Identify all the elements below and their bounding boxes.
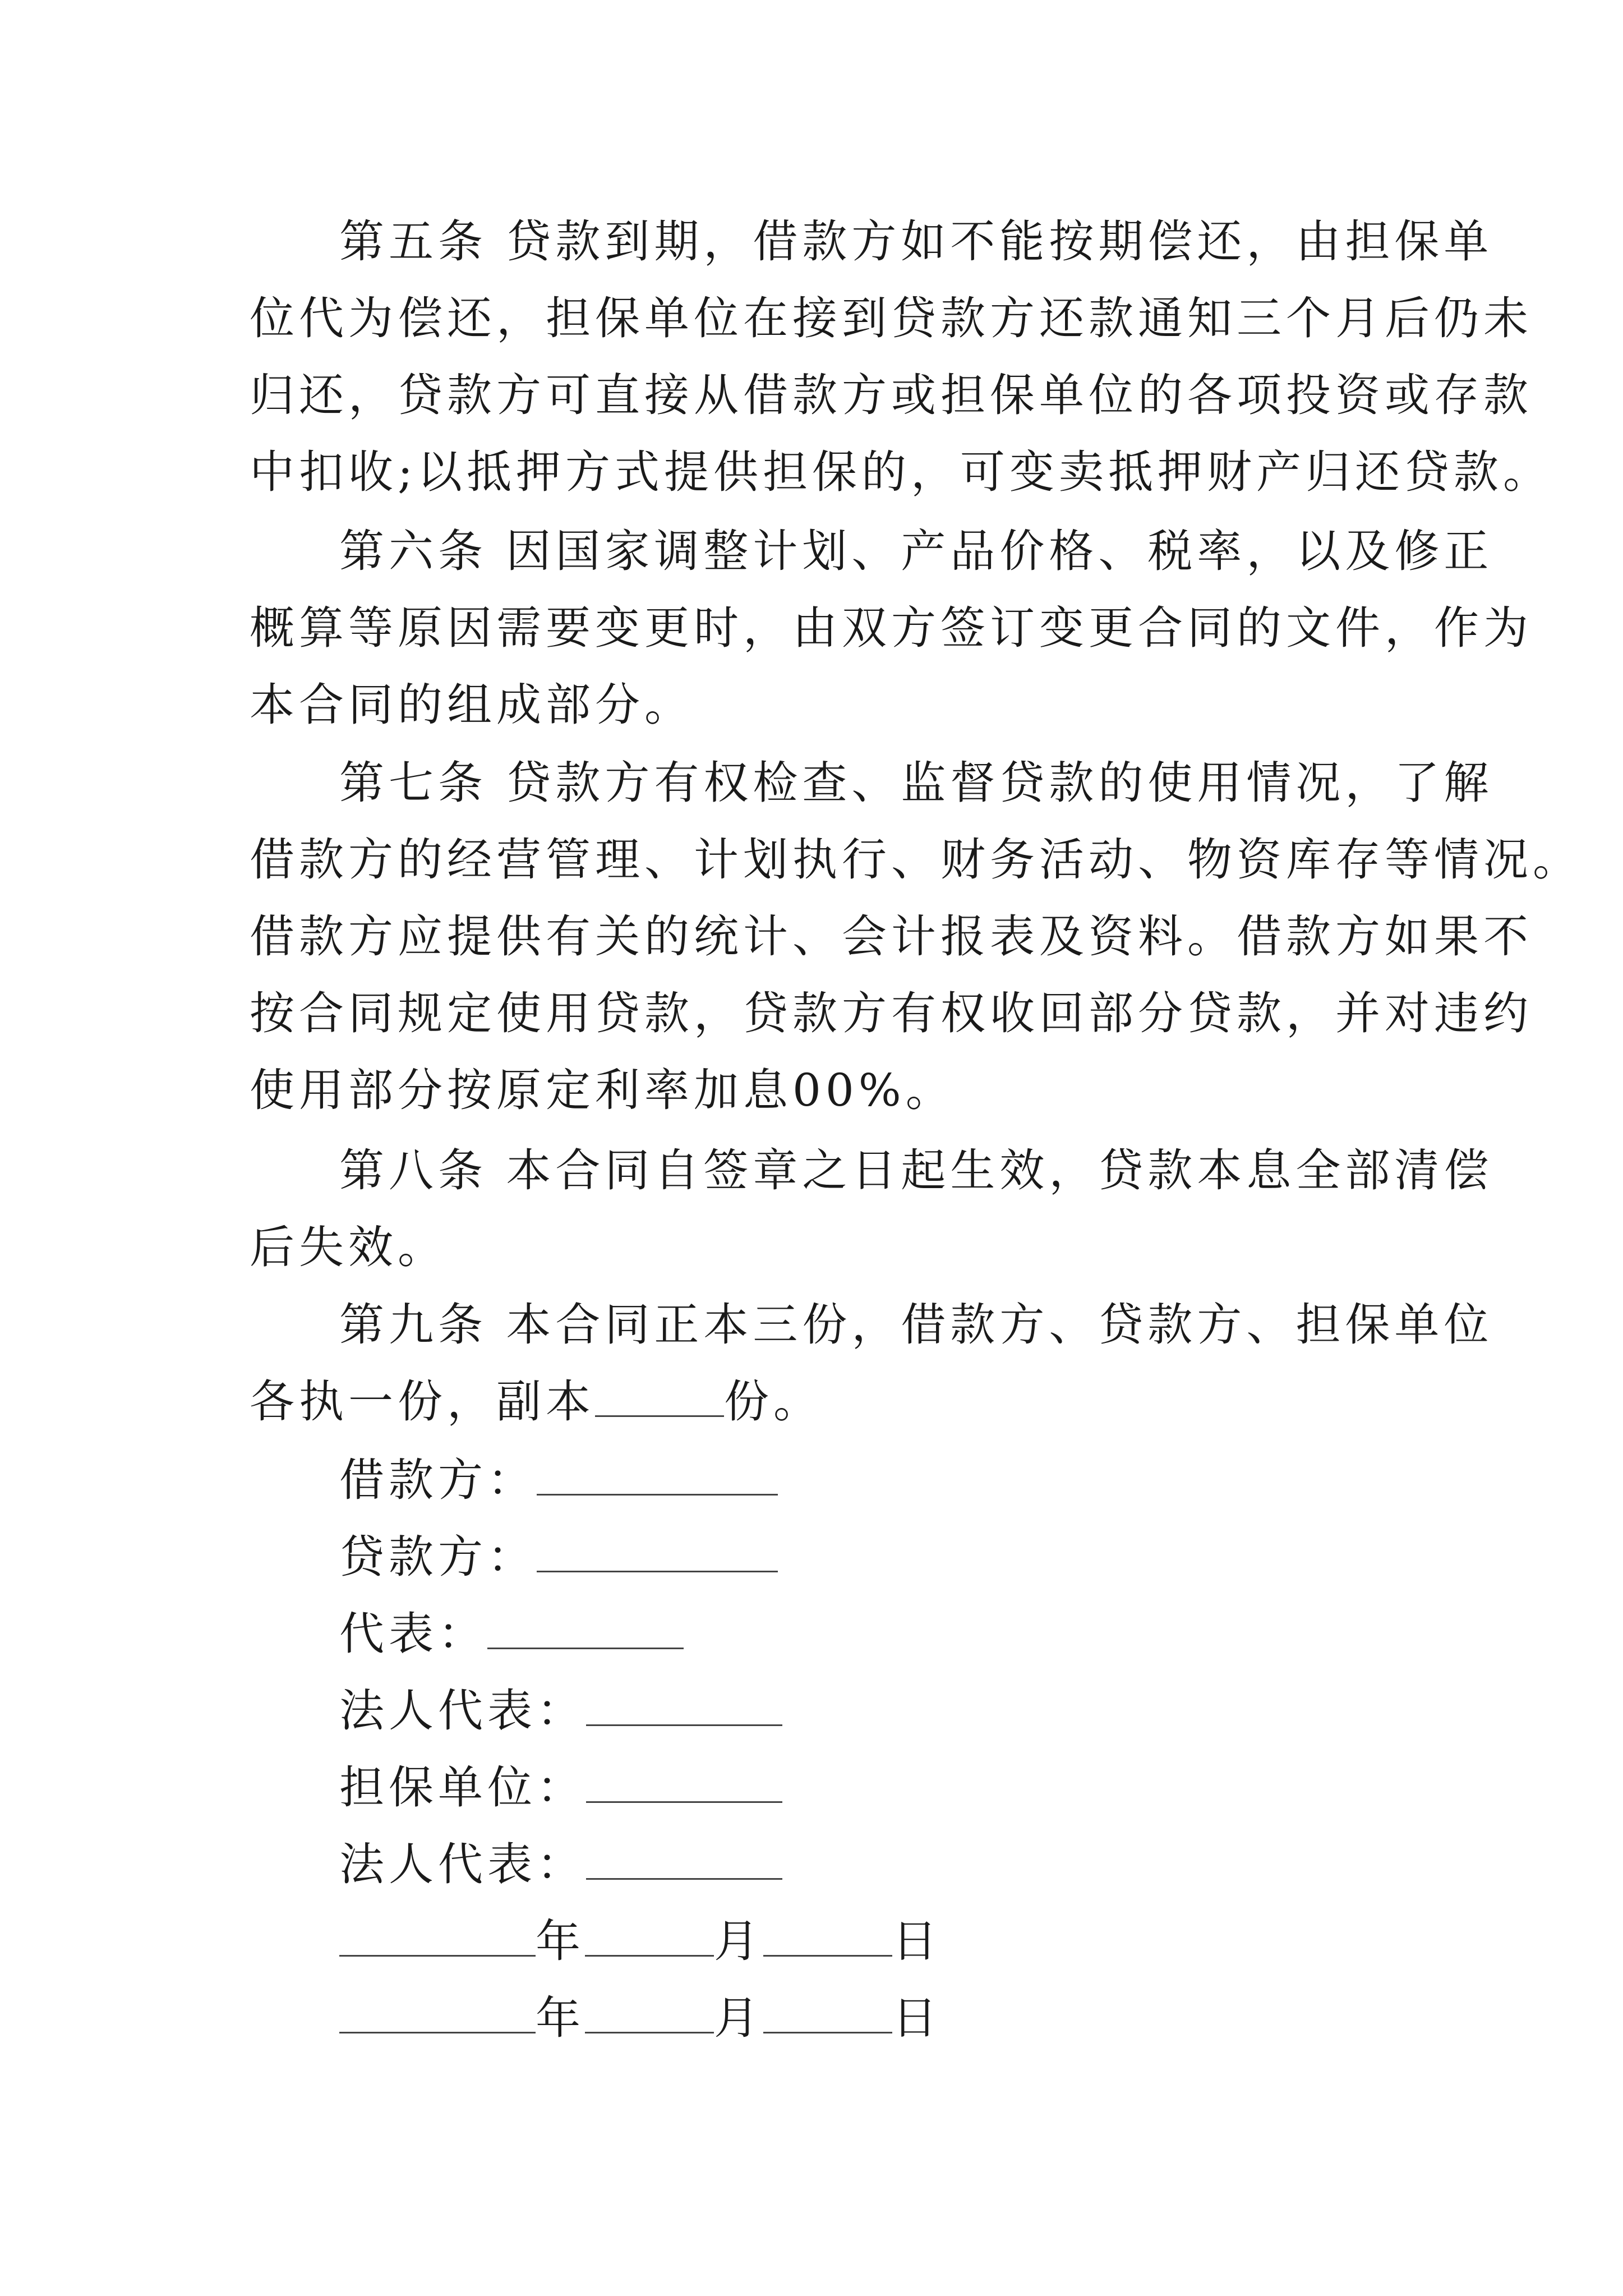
article-7-line-1: 第七条 贷款方有权检查、监督贷款的使用情况，了解 [339,757,1493,809]
copies-blank[interactable] [595,1382,724,1417]
article-5 [250,203,1552,510]
article-6-line-3: 本合同的组成部分。 [250,679,694,731]
article-5-line-1: 第五条 贷款到期，借款方如不能按期偿还，由担保单 [339,215,1493,268]
day-label-2: 日 [892,1992,942,2044]
guarantor-label: 担保单位： [339,1761,586,1814]
date-line-2 [339,1980,942,2056]
lender-line [339,1519,778,1595]
day-blank-2[interactable] [763,1998,892,2033]
article-5-line-2: 位代为偿还，担保单位在接到贷款方还款通知三个月后仍未 [250,292,1533,344]
guarantor-line [339,1749,782,1826]
representative-blank[interactable] [487,1614,684,1649]
month-blank-1[interactable] [585,1921,714,1957]
borrower-label: 借款方： [339,1454,537,1506]
borrower-line [339,1442,778,1519]
legal-rep-label-2: 法人代表： [339,1838,586,1890]
article-9 [250,1286,1493,1440]
day-label-1: 日 [892,1915,942,1967]
lender-blank[interactable] [537,1537,778,1572]
article-8 [250,1132,1493,1286]
article-9-line-1: 第九条 本合同正本三份，借款方、贷款方、担保单位 [339,1299,1493,1351]
legal-rep-label-1: 法人代表： [339,1685,586,1737]
article-8-line-1: 第八条 本合同自签章之日起生效，贷款本息全部清偿 [339,1144,1493,1197]
year-label-2: 年 [536,1992,585,2044]
legal-rep-line-2 [339,1826,782,1903]
article-8-line-2: 后失效。 [250,1221,447,1273]
article-6-line-1: 第六条 因国家调整计划、产品价格、税率，以及修正 [339,525,1493,577]
year-blank-2[interactable] [339,1998,536,2033]
legal-rep-blank-1[interactable] [586,1691,782,1726]
legal-rep-line-1 [339,1672,782,1749]
representative-label: 代表： [339,1608,487,1660]
day-blank-1[interactable] [763,1921,892,1957]
month-label-1: 月 [714,1915,763,1967]
article-6 [250,513,1533,743]
year-blank-1[interactable] [339,1921,536,1957]
borrower-blank[interactable] [537,1460,778,1496]
year-label-1: 年 [536,1915,585,1967]
representative-line [339,1595,684,1672]
article-7 [250,744,1582,1129]
article-7-line-3: 借款方应提供有关的统计、会计报表及资料。借款方如果不 [250,910,1533,963]
article-7-line-2: 借款方的经营管理、计划执行、财务活动、物资库存等情况。 [250,834,1582,886]
article-9-line-2 [250,1363,1394,1440]
month-blank-2[interactable] [585,1998,714,2033]
article-5-line-3: 归还，贷款方可直接从借款方或担保单位的各项投资或存款 [250,369,1533,421]
article-7-line-5: 使用部分按原定利率加息00%。 [250,1064,955,1116]
article-5-line-4: 中扣收;以抵押方式提供担保的，可变卖抵押财产归还贷款。 [250,446,1552,498]
date-line-1 [339,1903,942,1980]
article-9-line-2-suffix: 份。 [724,1375,823,1428]
lender-label: 贷款方： [339,1531,537,1583]
article-7-line-4: 按合同规定使用贷款，贷款方有权收回部分贷款，并对违约 [250,987,1533,1039]
legal-rep-blank-2[interactable] [586,1844,782,1880]
article-6-line-2: 概算等原因需要变更时，由双方签订变更合同的文件，作为 [250,602,1533,654]
guarantor-blank[interactable] [586,1768,782,1803]
article-9-line-2-prefix: 各执一份，副本 [250,1375,595,1428]
month-label-2: 月 [714,1992,763,2044]
